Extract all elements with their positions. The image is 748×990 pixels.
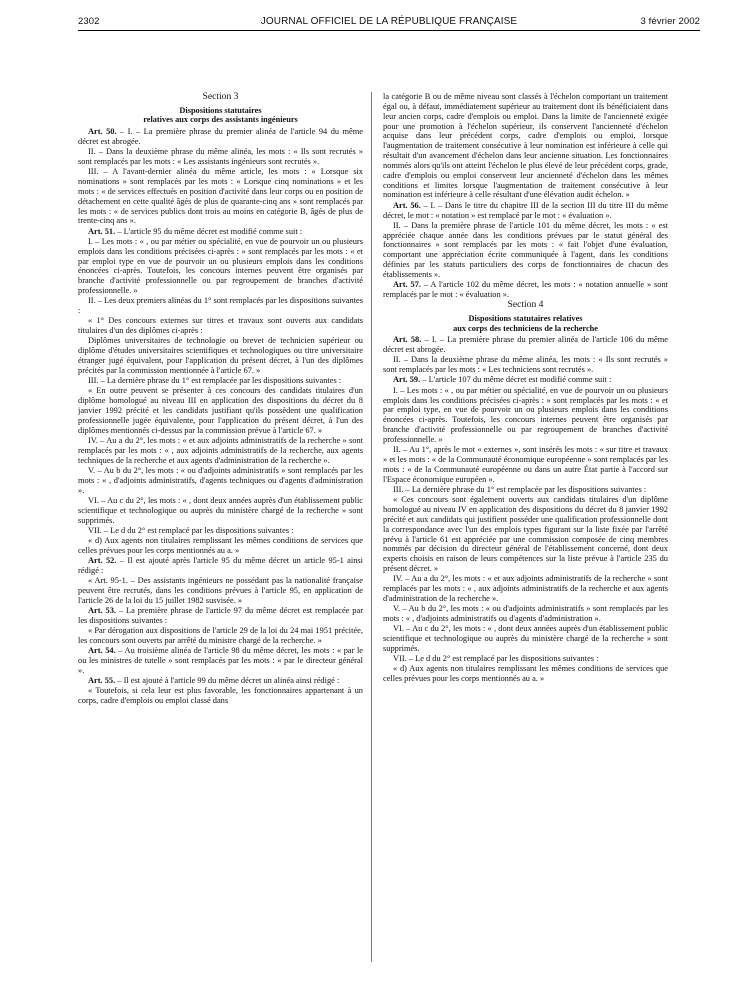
paragraph: [383, 92, 668, 200]
paragraph: [78, 376, 363, 386]
paragraph-text: VII. – Le d du 2° est remplacé par les dispositions suivantes :: [393, 654, 599, 664]
paragraph: [383, 624, 668, 654]
paragraph-text: Diplômes universitaires de technologie ou brevet de technicien supérieur ou diplôme d'études universitaires scientifiques et technologiques ou titre universitaire étranger jugé équivalent, pour l'application du présent décret, à l'un des diplômes précités par la commission mentionnée à l'article 67. »: [78, 336, 363, 376]
article-paragraph: [78, 556, 363, 576]
article-number: Art. 52.: [88, 556, 117, 566]
paragraph: [383, 386, 668, 445]
article-paragraph: [78, 606, 363, 626]
paragraph: [78, 496, 363, 526]
paragraph-text: – Il est ajouté à l'article 99 du même décret un alinéa ainsi rédigé :: [115, 676, 340, 686]
paragraph: [78, 147, 363, 167]
article-number: Art. 58.: [393, 335, 422, 345]
paragraph: [383, 355, 668, 375]
paragraph-text: II. – Dans la deuxième phrase du même alinéa, les mots : « Ils sont recrutés » sont remplacés par les mots : « Les techniciens sont recrutés ».: [383, 355, 668, 375]
paragraph-text: « Art. 95-1. – Des assistants ingénieurs ne possédant pas la nationalité française peuvent être recrutés, dans les conditions prévues à l'article 95, en application de l'article 26 de la loi du 15 juillet 1982 susvisée. »: [78, 576, 363, 605]
paragraph: [78, 386, 363, 435]
paragraph-text: II. – Dans la deuxième phrase du même alinéa, les mots : « Ils sont recrutés » sont remplacés par les mots : « Les assistants ingénieurs sont recrutés ».: [78, 147, 363, 166]
issue-date: 3 février 2002: [640, 16, 700, 27]
paragraph-text: I. – Les mots : « , ou par métier ou spécialité, en vue de pourvoir un ou plusieurs emplois dans les conditions précisées ci-après : » sont remplacés par les mots : « et par emploi type, en vue de pourvoir un ou plusieurs emplois dans les conditions énoncées ci-après. Toutefois, les concours internes peuvent être organisés par branche d'activité professionnelle ou par regroupement de branches d'activité professionnelle. »: [383, 385, 668, 444]
paragraph-text: – Il est ajouté après l'article 95 du même décret un article 95-1 ainsi rédigé :: [78, 556, 363, 576]
paragraph-text: – Au troisième alinéa de l'article 98 du même décret, les mots : « par le ou les ministres de tutelle » sont remplacés par les mots : « par le directeur général ».: [78, 646, 363, 676]
paragraph-text: – L'article 107 du même décret est modifié comme suit :: [420, 375, 612, 385]
right-column: [383, 92, 668, 962]
paragraph-text: « d) Aux agents non titulaires remplissant les mêmes conditions de services que celles prévues pour les corps mentionnés au a. »: [78, 536, 363, 555]
paragraph: [383, 445, 668, 484]
paragraph: [383, 495, 668, 574]
paragraph-text: « En outre peuvent se présenter à ces concours des candidats titulaires d'un diplôme homologué au niveau III en application des dispositions du décret du 8 janvier 1992 précité et les candidats justifiant qu'ils possèdent une qualification professionnelle jugée équivalente, pour l'application du présent décret, à l'un des diplômes mentionnés ci-dessus par la commission prévue à l'article 67. »: [78, 386, 363, 435]
article-number: Art. 59.: [393, 375, 421, 385]
article-number: Art. 55.: [88, 676, 116, 686]
paragraph-text: II. – Les deux premiers alinéas du 1° sont remplacés par les dispositions suivantes :: [78, 296, 363, 316]
paragraph-text: « 1° Des concours externes sur titres et travaux sont ouverts aux candidats titulaires d'un des diplômes ci-après :: [78, 316, 363, 336]
paragraph: [78, 167, 363, 226]
paragraph-text: la catégorie B ou de même niveau sont classés à l'échelon comportant un traitement égal ou, à défaut, immédiatement supérieur au traitement dont ils bénéficiaient dans leur ancien corps, cadre d'emplois ou emploi. Dans la limite de l'ancienneté exigée pour une promotion à l'échelon supérieur, ils conservent l'ancienneté d'échelon acquise dans leur précédent corps, cadre d'emplois ou emploi, lorsque l'augmentation de traitement consécutive à leur nomination est inférieure à celle qui résultait d'un avancement d'échelon dans leur ancienne situation. Les fonctionnaires nommés alors qu'ils ont atteint l'échelon le plus élevé de leur précédent corps, grade, cadre d'emplois ou emploi conservent leur ancienneté d'échelon dans les mêmes conditions et limites lorsque l'augmentation de traitement consécutive à leur nomination est inférieure à celle résultant d'une élévation audit échelon. »: [383, 92, 668, 200]
paragraph-text: – I. – La première phrase du premier alinéa de l'article 106 du même décret est abrogée.: [383, 335, 668, 355]
article-paragraph: [383, 375, 668, 385]
paragraph: [78, 466, 363, 496]
article-number: Art. 51.: [88, 226, 116, 236]
article-paragraph: [383, 335, 668, 355]
paragraph-text: II. – Au 1°, après le mot « externes », sont insérés les mots : « sur titre et travaux » et les mots : « de la Communauté économique européenne » sont remplacés par les mots : « de la Communauté européenne ou dans un autre État partie à l'accord sur l'Espace économique européen ».: [383, 445, 668, 484]
article-number: Art. 56.: [393, 200, 421, 210]
paragraph-text: Dispositions statutaires relatives: [468, 314, 583, 324]
article-paragraph: [78, 676, 363, 686]
article-paragraph: [383, 280, 668, 300]
paragraph-text: III. – A l'avant-dernier alinéa du même article, les mots : « Lorsque six nominations » sont remplacés par les mots : « Lorsque cinq nominations » et les mots : « de services effectués en position d'activité dans leur corps ou en position de détachement en cette qualité âgés de plus de quarante-cinq ans » sont remplacés par les mots : « de services publics dont trois au moins en catégorie B, âgés de plus de trente-cinq ans ».: [78, 167, 363, 226]
paragraph-text: V. – Au b du 2°, les mots : « ou d'adjoints administratifs » sont remplacés par les mots : « , d'adjoints administratifs ou d'agents d'administration ».: [383, 604, 668, 624]
left-column: [78, 92, 363, 962]
paragraph-text: IV. – Au a du 2°, les mots : « et aux adjoints administratifs de la recherche » sont remplacés par les mots : « , aux adjoints administratifs de la recherche et aux agents d'administration de la recherche ».: [383, 574, 668, 603]
paragraph-text: V. – Au b du 2°, les mots : « ou d'adjoints administratifs » sont remplacés par les mots : « , d'adjoints administratifs, d'agents techniques ou d'agents d'administration ».: [78, 466, 363, 495]
paragraph-text: « d) Aux agents non titulaires remplissant les mêmes conditions de services que celles prévues pour les corps mentionnés au a. »: [383, 664, 668, 684]
paragraph-text: VI. – Au c du 2°, les mots : « , dont deux années auprès d'un établissement public scientifique et technologique ou auprès du ministère chargé de la recherche » sont supprimés.: [78, 495, 363, 525]
paragraph-text: Section 4: [507, 299, 544, 311]
paragraph-text: – L'article 95 du même décret est modifié comme suit :: [115, 226, 303, 236]
paragraph-text: – A l'article 102 du même décret, les mots : « notation annuelle » sont remplacés par le mot : « évaluation ».: [383, 280, 668, 300]
paragraph-text: – La première phrase de l'article 97 du même décret est remplacée par les dispositions suivantes :: [78, 606, 363, 626]
paragraph-text: VI. – Au c du 2°, les mots : « , dont deux années auprès d'un établissement public scientifique et technologique ou auprès du ministère chargé de la recherche » sont supprimés.: [383, 624, 668, 653]
section-subtitle: [78, 115, 363, 125]
paragraph-text: IV. – Au a du 2°, les mots : « et aux adjoints administratifs de la recherche » sont remplacés par les mots : « , aux adjoints administratifs de la recherche, aux agents techniques de la recherche et aux agents d'administration de la recherche ».: [78, 436, 363, 465]
paragraph: [78, 237, 363, 296]
paragraph-text: II. – Dans la première phrase de l'article 101 du même décret, les mots : « est appréciée chaque année dans les conditions prévues par le statut général des fonctionnaires » sont remplacés par les mots : « fait l'objet d'une évaluation, comportant une appréciation écrite communiquée à l'agent, dans les conditions définies par les statuts particuliers des corps de fonctionnaires de chacun des établissements ».: [383, 220, 668, 279]
paragraph-text: relatives aux corps des assistants ingénieurs: [143, 115, 298, 125]
article-paragraph: [383, 201, 668, 221]
paragraph-text: III. – La dernière phrase du 1° est remplacée par les dispositions suivantes :: [393, 484, 647, 494]
paragraph: [383, 604, 668, 624]
paragraph-text: I. – Les mots : « , ou par métier ou spécialité, en vue de pourvoir un ou plusieurs emplois dans les conditions précisées ci-après : » sont remplacés par les mots : « et par emploi type en vue de pourvoir un ou plusieurs emplois dans les conditions énoncées ci-après. Toutefois, les concours internes peuvent être organisés par branche d'activité professionnelle ou par regroupement de branches d'activité professionnelle. »: [78, 236, 363, 296]
paragraph: [78, 316, 363, 336]
paragraph-text: « Ces concours sont également ouverts aux candidats titulaires d'un diplôme homologué au niveau IV en application des dispositions du décret du 8 janvier 1992 précité et aux candidats qui justifient posséder une qualification professionnelle dont la correspondance avec l'un des emplois types figurant sur la liste fixée par l'arrêté prévu à l'article 61 est appréciée par une commission composée de cinq membres nommés par décision du directeur général de l'établissement concerné, dont deux experts choisis en raison de leurs compétences sur la liste prévue à l'article 235 du présent décret. »: [383, 495, 668, 574]
paragraph: [78, 526, 363, 536]
article-number: Art. 54.: [88, 646, 116, 656]
section-subtitle: [383, 314, 668, 324]
paragraph-text: « Par dérogation aux dispositions de l'article 29 de la loi du 24 mai 1951 précitée, les concours sont ouverts par arrêté du ministre chargé de la recherche. »: [78, 626, 363, 646]
article-paragraph: [78, 646, 363, 676]
paragraph-text: III. – La dernière phrase du 1° est remplacée par les dispositions suivantes :: [88, 376, 342, 386]
article-number: Art. 50.: [88, 127, 117, 137]
paragraph: [383, 485, 668, 495]
column-divider: [371, 92, 372, 962]
paragraph: [78, 296, 363, 316]
page-number: 2302: [78, 16, 100, 27]
paragraph: [78, 626, 363, 646]
paragraph: [78, 336, 363, 375]
paragraph-text: – I. – La première phrase du premier alinéa de l'article 94 du même décret est abrogée.: [78, 127, 363, 146]
article-number: Art. 57.: [393, 280, 421, 290]
paragraph-text: – I. – Dans le titre du chapitre III de la section III du titre III du même décret, le mot : « notation » est remplacé par le mot : « évaluation ».: [383, 200, 668, 220]
section-heading: [383, 300, 668, 310]
paragraph: [383, 664, 668, 684]
paragraph: [78, 686, 363, 706]
section-subtitle: [78, 106, 363, 116]
section-heading: [78, 92, 363, 102]
section-subtitle: [383, 324, 668, 334]
journal-title: JOURNAL OFFICIEL DE LA RÉPUBLIQUE FRANÇAISE: [260, 16, 518, 27]
paragraph-text: VII. – Le d du 2° est remplacé par les dispositions suivantes :: [88, 525, 294, 535]
paragraph: [78, 536, 363, 556]
page-header: [78, 12, 700, 31]
paragraph-text: « Toutefois, si cela leur est plus favorable, les fonctionnaires appartenant à un corps, cadre d'emplois ou emploi classé dans: [78, 686, 363, 706]
paragraph: [383, 574, 668, 604]
paragraph: [383, 654, 668, 664]
paragraph: [78, 576, 363, 606]
article-paragraph: [78, 127, 363, 147]
article-number: Art. 53.: [88, 606, 117, 616]
paragraph: [78, 436, 363, 466]
paragraph-text: Section 3: [202, 92, 239, 102]
paragraph-text: Dispositions statutaires: [179, 105, 262, 115]
paragraph-text: aux corps des techniciens de la recherche: [453, 323, 598, 333]
article-paragraph: [78, 227, 363, 237]
paragraph: [383, 221, 668, 280]
